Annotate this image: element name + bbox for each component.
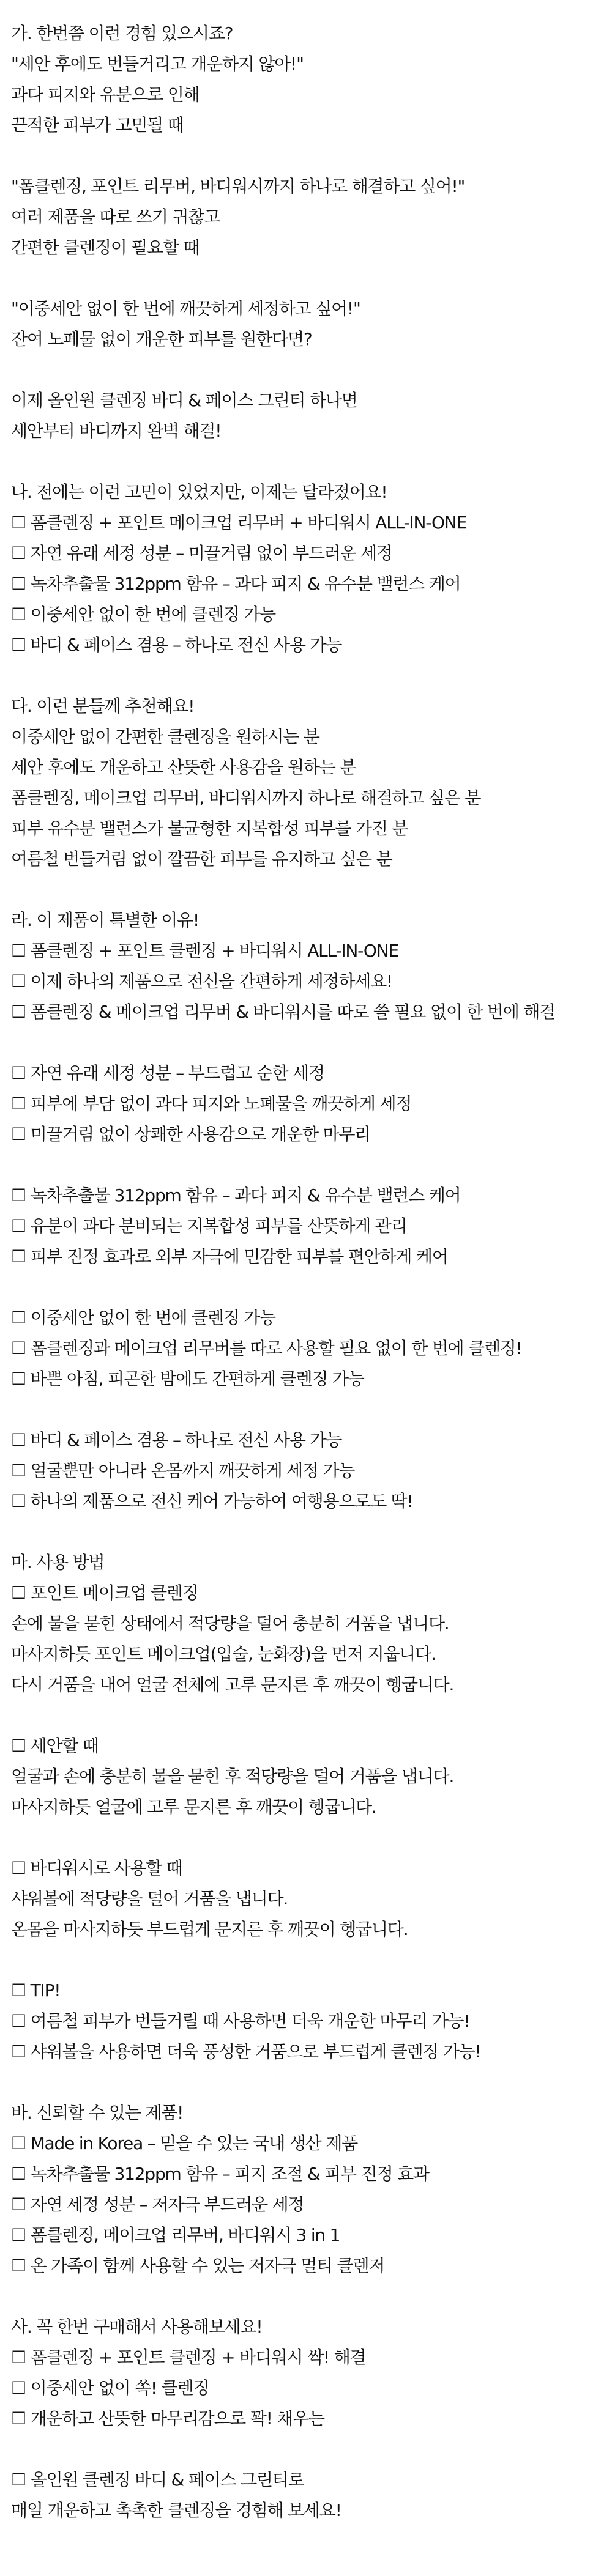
text-line: ☐ 이중세안 없이 쏙! 클렌징	[11, 2378, 209, 2398]
text-line: 손에 물을 묻힌 상태에서 적당량을 덜어 충분히 거품을 냅니다.	[11, 1613, 449, 1634]
text-line: "폼클렌징, 포인트 리무버, 바디워시까지 하나로 해결하고 싶어!"	[11, 176, 465, 196]
text-line: 여름철 번들거림 없이 깔끔한 피부를 유지하고 싶은 분	[11, 849, 392, 869]
section-gap	[11, 661, 612, 691]
text-line: ☐ 샤워볼을 사용하면 더욱 풍성한 거품으로 부드럽게 클렌징 가능!	[11, 2041, 481, 2062]
section-heading: 가. 한번쯤 이런 경험 있으시죠?	[11, 23, 233, 43]
section-heading: 바. 신뢰할 수 있는 제품!	[11, 2103, 184, 2123]
text-line: 끈적한 피부가 고민될 때	[11, 115, 184, 135]
text-line: ☐ 자연 세정 성분 – 저자극 부드러운 세정	[11, 2194, 304, 2215]
blank-line	[11, 1394, 612, 1425]
text-line: ☐ 녹차추출물 312ppm 함유 – 피지 조절 & 피부 진정 효과	[11, 2164, 429, 2184]
text-line: 세안부터 바디까지 완벽 해결!	[11, 421, 222, 441]
text-line: ☐ 하나의 제품으로 전신 케어 가능하여 여행용으로도 딱!	[11, 1491, 413, 1511]
text-line: 마사지하듯 포인트 메이크업(입술, 눈화장)을 먼저 지웁니다.	[11, 1644, 436, 1664]
text-line: ☐ 올인원 클렌징 바디 & 페이스 그린티로	[11, 2470, 304, 2490]
text-line: ☐ 세안할 때	[11, 1736, 99, 1756]
section-gap	[11, 1517, 612, 1547]
section-gap	[11, 2281, 612, 2312]
section	[11, 905, 612, 1517]
blank-line	[11, 1823, 612, 1853]
section-heading: 사. 꼭 한번 구매해서 사용해보세요!	[11, 2317, 263, 2337]
blank-line	[11, 355, 612, 385]
text-line: 이중세안 없이 간편한 클렌징을 원하시는 분	[11, 727, 319, 747]
section-gap	[11, 2067, 612, 2098]
text-line: 여러 제품을 따로 쓰기 귀찮고	[11, 207, 220, 227]
text-line: ☐ 바디 & 페이스 겸용 – 하나로 전신 사용 가능	[11, 1430, 342, 1450]
blank-line	[11, 1272, 612, 1303]
section	[11, 1547, 612, 2067]
text-line: 샤워볼에 적당량을 덜어 거품을 냅니다.	[11, 1889, 288, 1909]
text-line: ☐ 얼굴뿐만 아니라 온몸까지 깨끗하게 세정 가능	[11, 1460, 355, 1481]
text-line: 잔여 노폐물 없이 개운한 피부를 원한다면?	[11, 329, 312, 349]
text-line: ☐ 폼클렌징 + 포인트 클렌징 + 바디워시 ALL-IN-ONE	[11, 941, 398, 961]
text-line: 과다 피지와 유분으로 인해	[11, 84, 200, 105]
text-line: ☐ 자연 유래 세정 성분 – 미끌거림 없이 부드러운 세정	[11, 543, 392, 563]
blank-line	[11, 2434, 612, 2465]
blank-line	[11, 1150, 612, 1180]
text-line: "이중세안 없이 한 번에 깨끗하게 세정하고 싶어!"	[11, 298, 360, 319]
text-line: ☐ 바쁜 아침, 피곤한 밤에도 간편하게 클렌징 가능	[11, 1369, 364, 1389]
text-line: ☐ TIP!	[11, 1980, 61, 2000]
text-line: ☐ 폼클렌징 & 메이크업 리무버 & 바디워시를 따로 쓸 필요 없이 한 번에 해결	[11, 1002, 556, 1022]
text-line: ☐ 바디워시로 사용할 때	[11, 1858, 182, 1878]
text-line: 온몸을 마사지하듯 부드럽게 문지른 후 깨끗이 헹굽니다.	[11, 1919, 408, 1939]
text-line: ☐ 피부에 부담 없이 과다 피지와 노폐물을 깨끗하게 세정	[11, 1094, 412, 1114]
blank-line	[11, 1945, 612, 1975]
section	[11, 477, 612, 661]
text-line: 매일 개운하고 촉촉한 클렌징을 경험해 보세요!	[11, 2500, 341, 2520]
text-line: 마사지하듯 얼굴에 고루 문지른 후 깨끗이 헹굽니다.	[11, 1797, 376, 1817]
text-line: ☐ 자연 유래 세정 성분 – 부드럽고 순한 세정	[11, 1063, 324, 1083]
text-line: ☐ 녹차추출물 312ppm 함유 – 과다 피지 & 유수분 밸런스 케어	[11, 574, 461, 594]
section-heading: 나. 전에는 이런 고민이 있었지만, 이제는 달라졌어요!	[11, 482, 387, 502]
blank-line	[11, 1700, 612, 1731]
text-line: 폼클렌징, 메이크업 리무버, 바디워시까지 하나로 해결하고 싶은 분	[11, 788, 481, 808]
text-line: ☐ 피부 진정 효과로 외부 자극에 민감한 피부를 편안하게 케어	[11, 1246, 448, 1267]
text-line: 피부 유수분 밸런스가 불균형한 지복합성 피부를 가진 분	[11, 818, 408, 838]
text-line: ☐ 폼클렌징, 메이크업 리무버, 바디워시 3 in 1	[11, 2225, 340, 2245]
section	[11, 18, 612, 446]
text-line: ☐ 이제 하나의 제품으로 전신을 간편하게 세정하세요!	[11, 971, 392, 991]
text-line: ☐ 이중세안 없이 한 번에 클렌징 가능	[11, 1308, 275, 1328]
text-line: ☐ 바디 & 페이스 겸용 – 하나로 전신 사용 가능	[11, 635, 342, 655]
text-line: ☐ 여름철 피부가 번들거릴 때 사용하면 더욱 개운한 마무리 가능!	[11, 2011, 470, 2031]
section-heading: 다. 이런 분들께 추천해요!	[11, 696, 195, 716]
text-line: ☐ 유분이 과다 분비되는 지복합성 피부를 산뜻하게 관리	[11, 1216, 407, 1236]
text-line: ☐ 녹차추출물 312ppm 함유 – 과다 피지 & 유수분 밸런스 케어	[11, 1185, 461, 1205]
text-line: 이제 올인원 클렌징 바디 & 페이스 그린티 하나면	[11, 390, 357, 410]
text-line: ☐ 미끌거림 없이 상쾌한 사용감으로 개운한 마무리	[11, 1124, 371, 1144]
text-line: 세안 후에도 개운하고 산뜻한 사용감을 원하는 분	[11, 757, 356, 777]
text-line: 간편한 클렌징이 필요할 때	[11, 237, 200, 257]
blank-line	[11, 1027, 612, 1058]
text-line: ☐ 폼클렌징 + 포인트 클렌징 + 바디워시 싹! 해결	[11, 2347, 366, 2367]
blank-line	[11, 263, 612, 294]
section-heading: 라. 이 제품이 특별한 이유!	[11, 910, 200, 930]
text-line: 다시 거품을 내어 얼굴 전체에 고루 문지른 후 깨끗이 헹굽니다.	[11, 1675, 454, 1695]
section-heading: 마. 사용 방법	[11, 1552, 105, 1572]
section	[11, 691, 612, 875]
text-line: ☐ 온 가족이 함께 사용할 수 있는 저자극 멀티 클렌저	[11, 2256, 385, 2276]
text-line: 얼굴과 손에 충분히 물을 묻힌 후 적당량을 덜어 거품을 냅니다.	[11, 1766, 454, 1786]
text-line: ☐ 이중세안 없이 한 번에 클렌징 가능	[11, 604, 275, 624]
text-line: ☐ 포인트 메이크업 클렌징	[11, 1583, 198, 1603]
text-line: ☐ Made in Korea – 믿을 수 있는 국내 생산 제품	[11, 2133, 358, 2153]
section-gap	[11, 446, 612, 477]
section-gap	[11, 875, 612, 905]
text-line: "세안 후에도 번들거리고 개운하지 않아!"	[11, 54, 304, 74]
text-line: ☐ 폼클렌징과 메이크업 리무버를 따로 사용할 필요 없이 한 번에 클렌징!	[11, 1338, 522, 1358]
section	[11, 2312, 612, 2526]
section	[11, 2098, 612, 2281]
text-line: ☐ 폼클렌징 + 포인트 메이크업 리무버 + 바디워시 ALL-IN-ONE	[11, 513, 467, 533]
text-line: ☐ 개운하고 산뜻한 마무리감으로 꽉! 채우는	[11, 2408, 324, 2429]
blank-line	[11, 141, 612, 171]
